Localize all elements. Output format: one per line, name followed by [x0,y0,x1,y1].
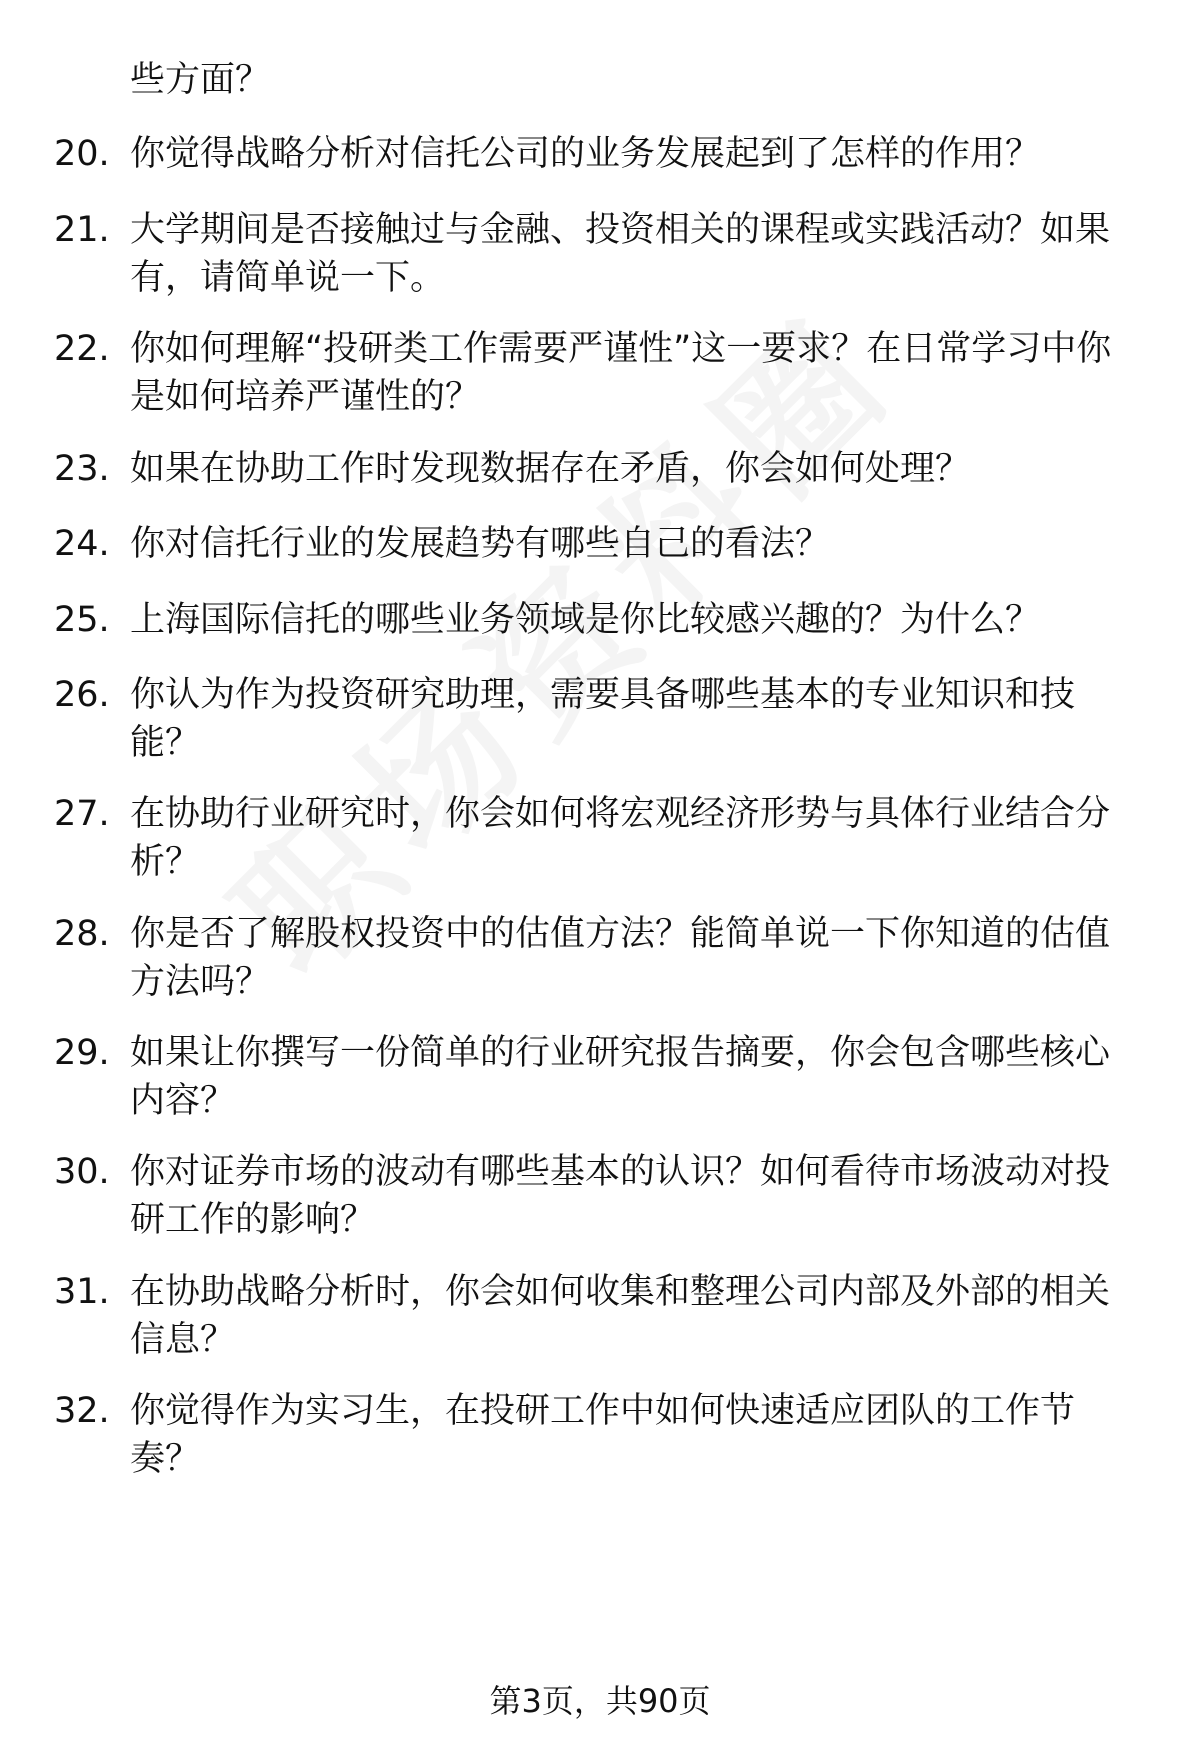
continuation-text: 些方面？ [130,60,271,100]
question-number: 25. [54,600,110,640]
question-text: 你觉得战略分析对信托公司的业务发展起到了怎样的作用？ [130,134,1041,174]
question-text: 在协助行业研究时，你会如何将宏观经济形势与具体行业结合分析？ [130,794,1111,882]
question-number: 21. [54,210,110,250]
question-text: 你对信托行业的发展趋势有哪些自己的看法？ [130,524,831,564]
question-number: 29. [54,1033,110,1073]
question-text: 如果让你撰写一份简单的行业研究报告摘要，你会包含哪些核心内容？ [130,1033,1111,1121]
question-number: 31. [54,1272,110,1312]
question-number: 26. [54,675,110,715]
question-number: 20. [54,134,110,174]
question-number: 24. [54,524,110,564]
question-number: 22. [54,329,110,369]
question-text: 如果在协助工作时发现数据存在矛盾，你会如何处理？ [130,449,971,489]
question-text: 在协助战略分析时，你会如何收集和整理公司内部及外部的相关信息？ [130,1272,1111,1360]
question-text: 你认为作为投资研究助理，需要具备哪些基本的专业知识和技能？ [130,675,1076,763]
question-number: 28. [54,914,110,954]
question-text: 你对证券市场的波动有哪些基本的认识？如何看待市场波动对投研工作的影响？ [130,1152,1111,1240]
question-number: 30. [54,1152,110,1192]
question-text: 大学期间是否接触过与金融、投资相关的课程或实践活动？如果有，请简单说一下。 [130,210,1111,298]
question-number: 32. [54,1391,110,1431]
question-text: 你是否了解股权投资中的估值方法？能简单说一下你知道的估值方法吗？ [130,914,1111,1002]
question-text: 你觉得作为实习生，在投研工作中如何快速适应团队的工作节奏？ [130,1391,1076,1479]
question-text: 你如何理解“投研类工作需要严谨性”这一要求？在日常学习中你是如何培养严谨性的？ [130,329,1112,417]
page-footer: 第3页，共90页 [489,1682,711,1720]
question-number: 23. [54,449,110,489]
question-number: 27. [54,794,110,834]
question-text: 上海国际信托的哪些业务领域是你比较感兴趣的？为什么？ [130,600,1041,640]
